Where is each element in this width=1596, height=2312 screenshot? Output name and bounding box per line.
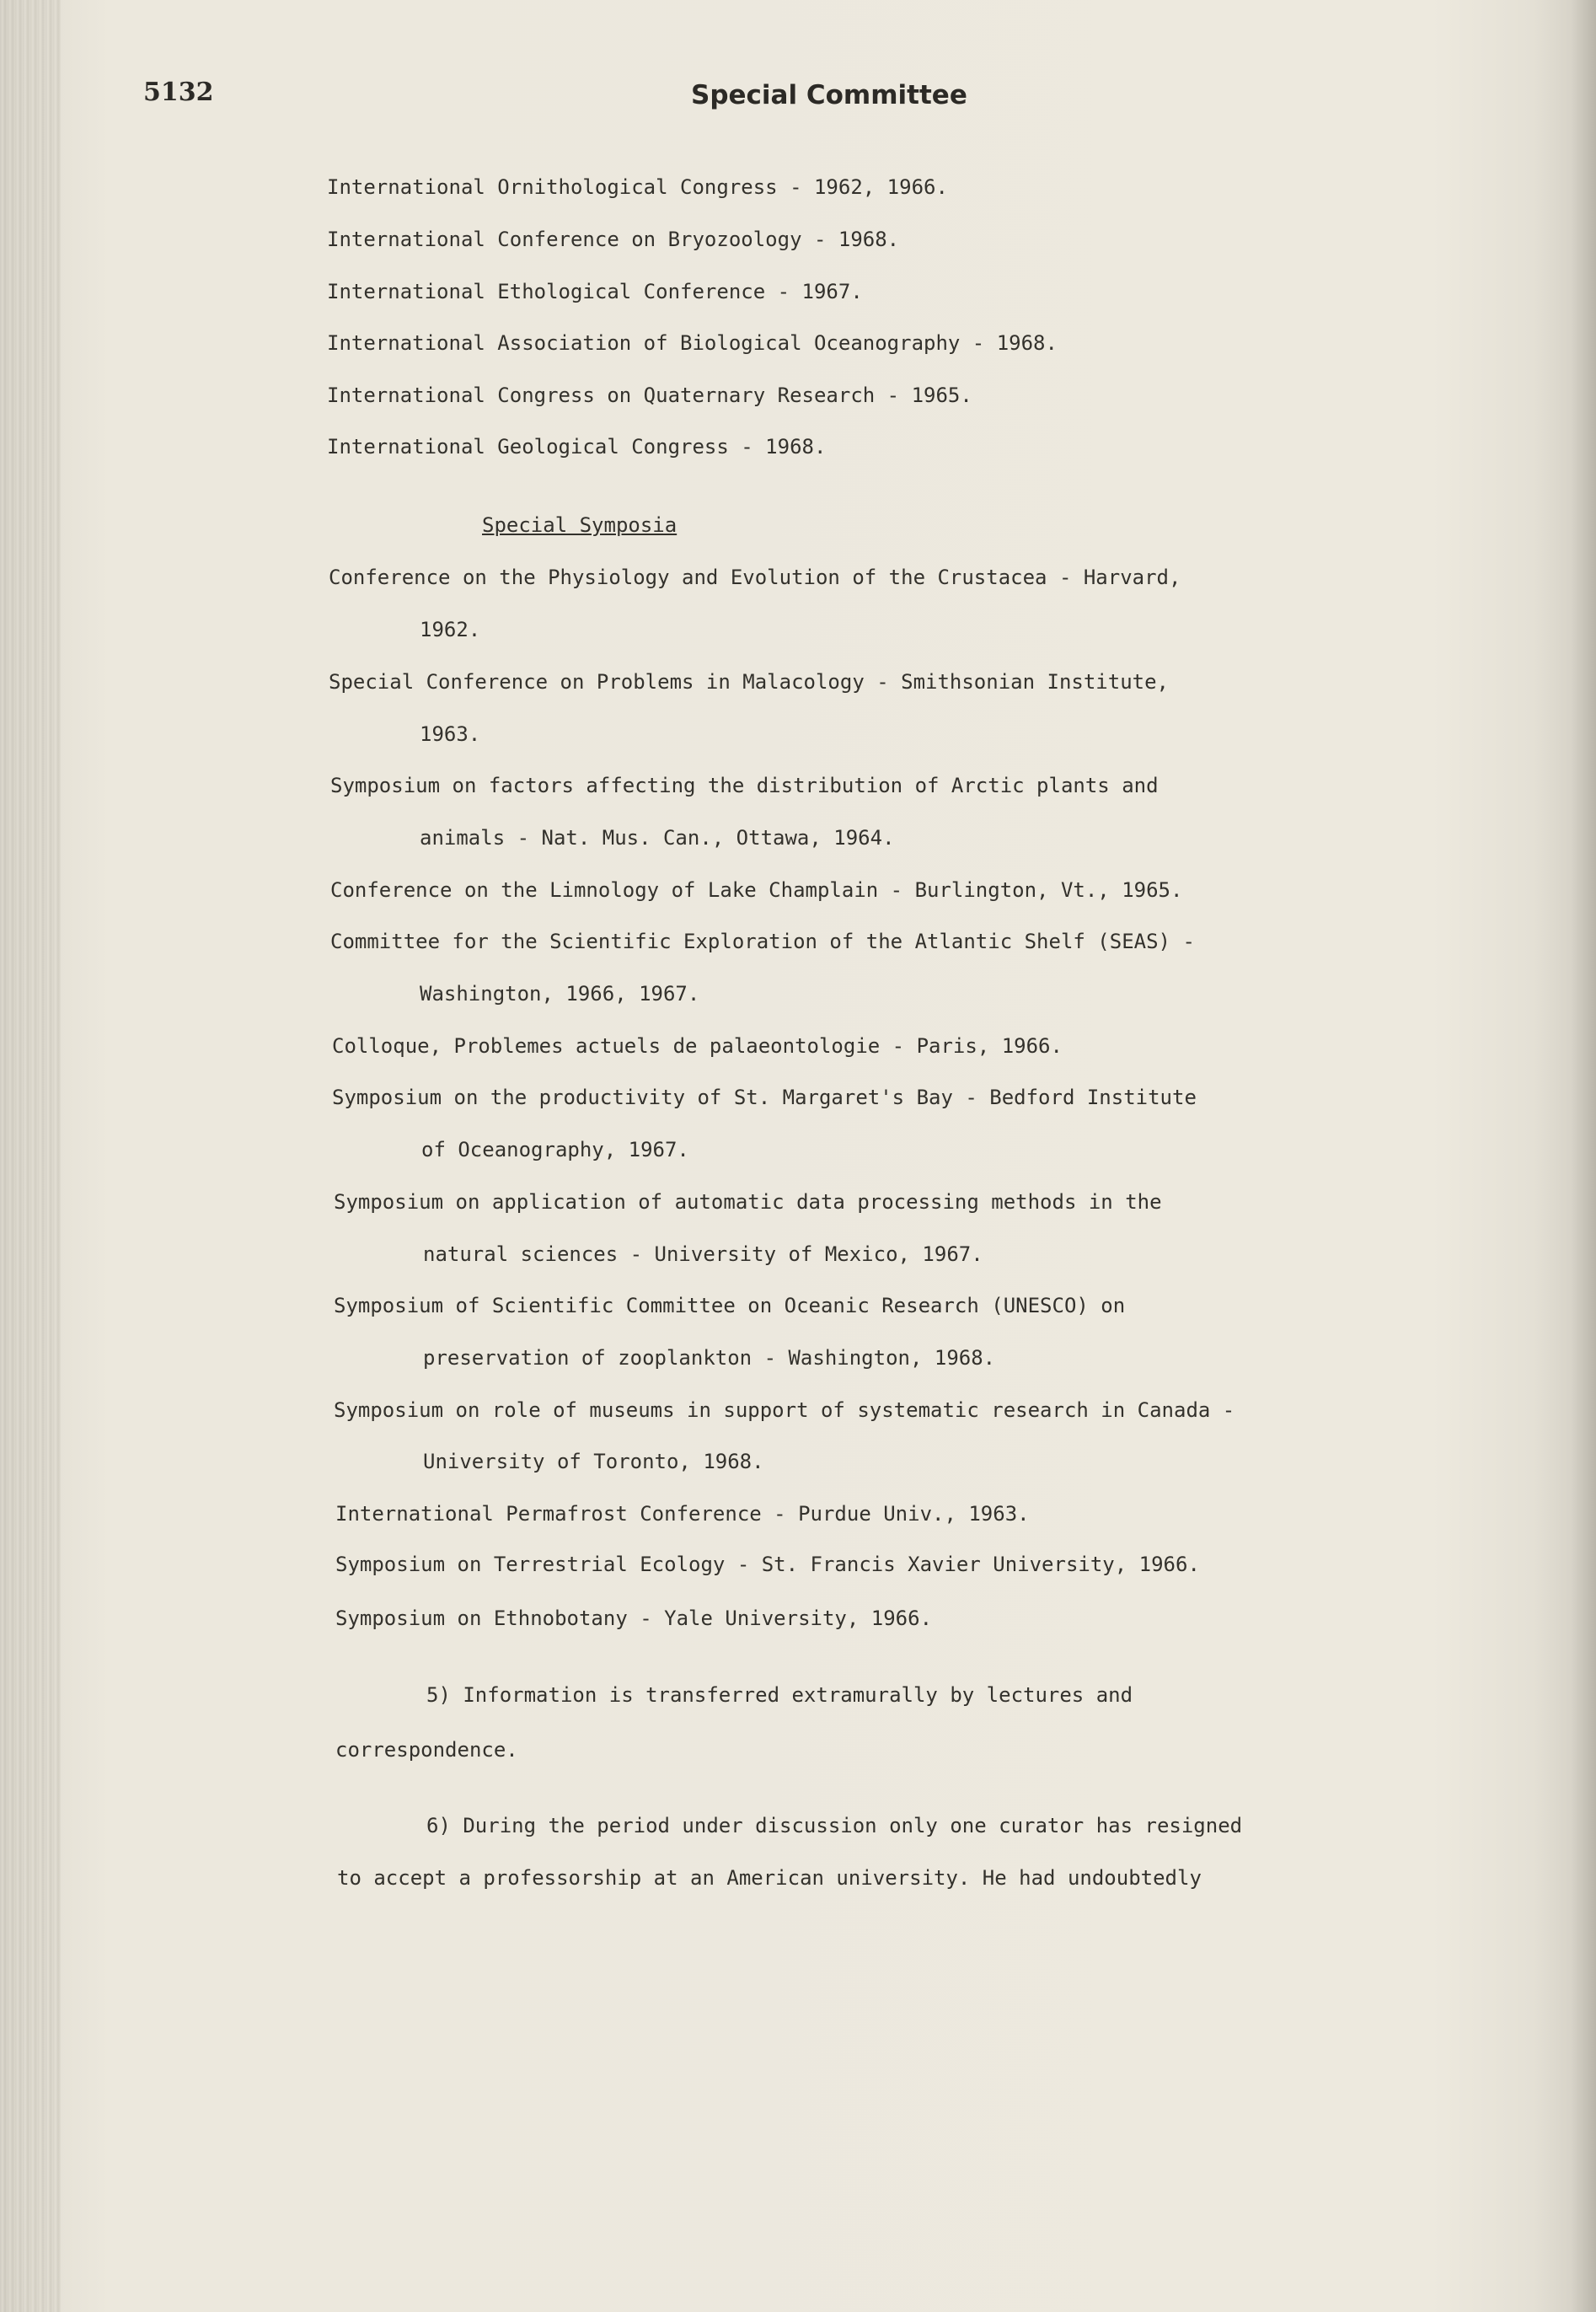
text-line: International Conference on Bryozoology - 1968. <box>327 228 900 251</box>
paragraph-line: to accept a professorship at an American university. He had undoubtedly <box>337 1866 1202 1890</box>
text-line: Colloque, Problemes actuels de palaeontologie - Paris, 1966. <box>332 1034 1063 1058</box>
text-line: of Oceanography, 1967. <box>421 1138 689 1161</box>
text-line: Symposium on factors affecting the distribution of Arctic plants and <box>330 774 1159 797</box>
section-heading: Special Symposia <box>482 513 677 537</box>
text-line: Symposium on the productivity of St. Margaret's Bay - Bedford Institute <box>332 1086 1197 1109</box>
paragraph-line: 5) Information is transferred extramurally by lectures and <box>426 1683 1133 1707</box>
text-line: International Geological Congress - 1968. <box>327 435 827 459</box>
text-line: Symposium on application of automatic data processing methods in the <box>334 1190 1162 1214</box>
paragraph-line: correspondence. <box>335 1738 518 1762</box>
text-line: International Association of Biological Oceanography - 1968. <box>327 331 1058 355</box>
text-line: International Ethological Conference - 1967. <box>327 280 863 303</box>
text-line: Symposium on Terrestrial Ecology - St. Francis Xavier University, 1966. <box>335 1553 1200 1576</box>
text-line: Conference on the Physiology and Evolution of the Crustacea - Harvard, <box>329 566 1181 589</box>
text-line: Symposium on Ethnobotany - Yale University, 1966. <box>335 1607 933 1630</box>
text-line: preservation of zooplankton - Washington, 1968. <box>423 1346 996 1370</box>
text-line: International Congress on Quaternary Research - 1965. <box>327 384 972 407</box>
text-line: Conference on the Limnology of Lake Champlain - Burlington, Vt., 1965. <box>330 878 1183 902</box>
text-line: 1963. <box>420 722 481 746</box>
text-line: 1962. <box>420 618 481 641</box>
text-line: natural sciences - University of Mexico, 1967. <box>423 1242 983 1266</box>
text-line: International Ornithological Congress - 1962, 1966. <box>327 175 948 199</box>
text-line: Symposium on role of museums in support of systematic research in Canada - <box>334 1398 1235 1422</box>
text-line: Washington, 1966, 1967. <box>420 982 700 1006</box>
page-stack-edge <box>0 0 61 2312</box>
running-title: Special Committee <box>691 80 967 110</box>
text-line: Committee for the Scientific Exploration of the Atlantic Shelf (SEAS) - <box>330 930 1195 953</box>
paragraph-line: 6) During the period under discussion only one curator has resigned <box>426 1814 1243 1837</box>
binding-shadow <box>1571 0 1596 2312</box>
text-line: animals - Nat. Mus. Can., Ottawa, 1964. <box>420 826 895 850</box>
text-line: International Permafrost Conference - Purdue Univ., 1963. <box>335 1502 1030 1526</box>
text-line: Special Conference on Problems in Malacology - Smithsonian Institute, <box>329 670 1169 694</box>
page-number: 5132 <box>143 78 214 107</box>
text-line: Symposium of Scientific Committee on Oceanic Research (UNESCO) on <box>334 1294 1126 1317</box>
text-line: University of Toronto, 1968. <box>423 1450 764 1473</box>
